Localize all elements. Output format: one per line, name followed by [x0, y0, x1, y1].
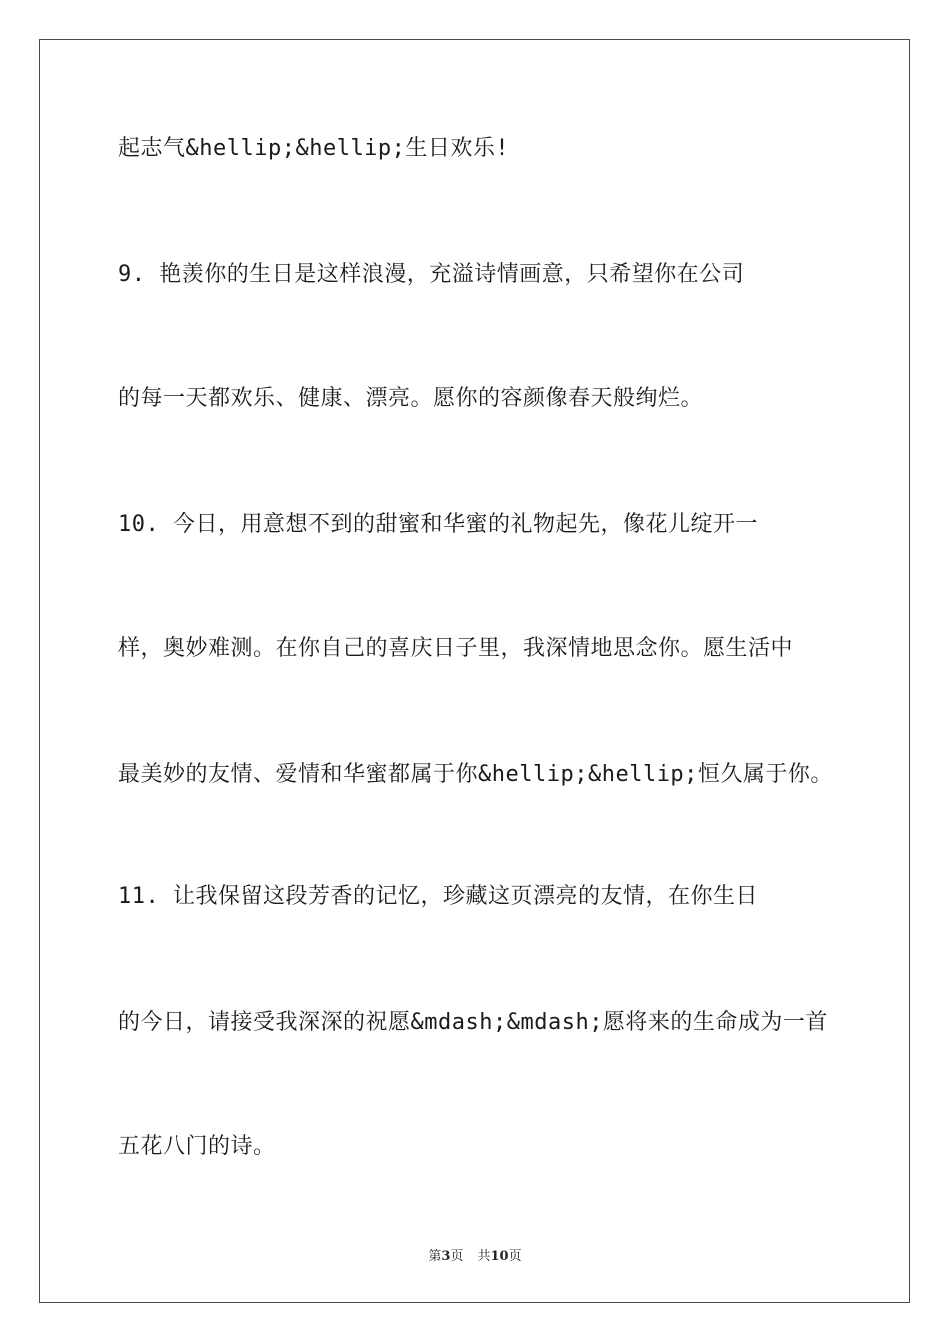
text-line-4: 10. 今日，用意想不到的甜蜜和华蜜的礼物起先，像花儿绽开一 — [118, 512, 758, 537]
text-line-6: 最美妙的友情、爱情和华蜜都属于你&hellip;&hellip;恒久属于你。 — [118, 762, 833, 787]
footer-total-suffix: 页 — [508, 1249, 522, 1264]
page-border — [39, 39, 910, 1303]
footer-page-number: 3 — [441, 1249, 451, 1264]
text-line-9: 五花八门的诗。 — [118, 1134, 276, 1159]
text-line-3: 的每一天都欢乐、健康、漂亮。愿你的容颜像春天般绚烂。 — [118, 386, 704, 411]
footer-page-suffix: 页 — [450, 1249, 464, 1264]
footer-total-pages: 10 — [490, 1249, 509, 1264]
text-line-1: 起志气&hellip;&hellip;生日欢乐! — [118, 136, 510, 161]
footer-page-prefix: 第 — [428, 1249, 442, 1264]
footer-total-prefix: 共 — [477, 1249, 491, 1264]
text-line-7: 11. 让我保留这段芳香的记忆，珍藏这页漂亮的友情，在你生日 — [118, 884, 758, 909]
text-line-2: 9. 艳羡你的生日是这样浪漫，充溢诗情画意，只希望你在公司 — [118, 262, 745, 287]
text-line-8: 的今日，请接受我深深的祝愿&mdash;&mdash;愿将来的生命成为一首 — [118, 1010, 828, 1035]
text-line-5: 样，奥妙难测。在你自己的喜庆日子里，我深情地思念你。愿生活中 — [118, 636, 794, 661]
page-footer — [0, 1248, 950, 1266]
